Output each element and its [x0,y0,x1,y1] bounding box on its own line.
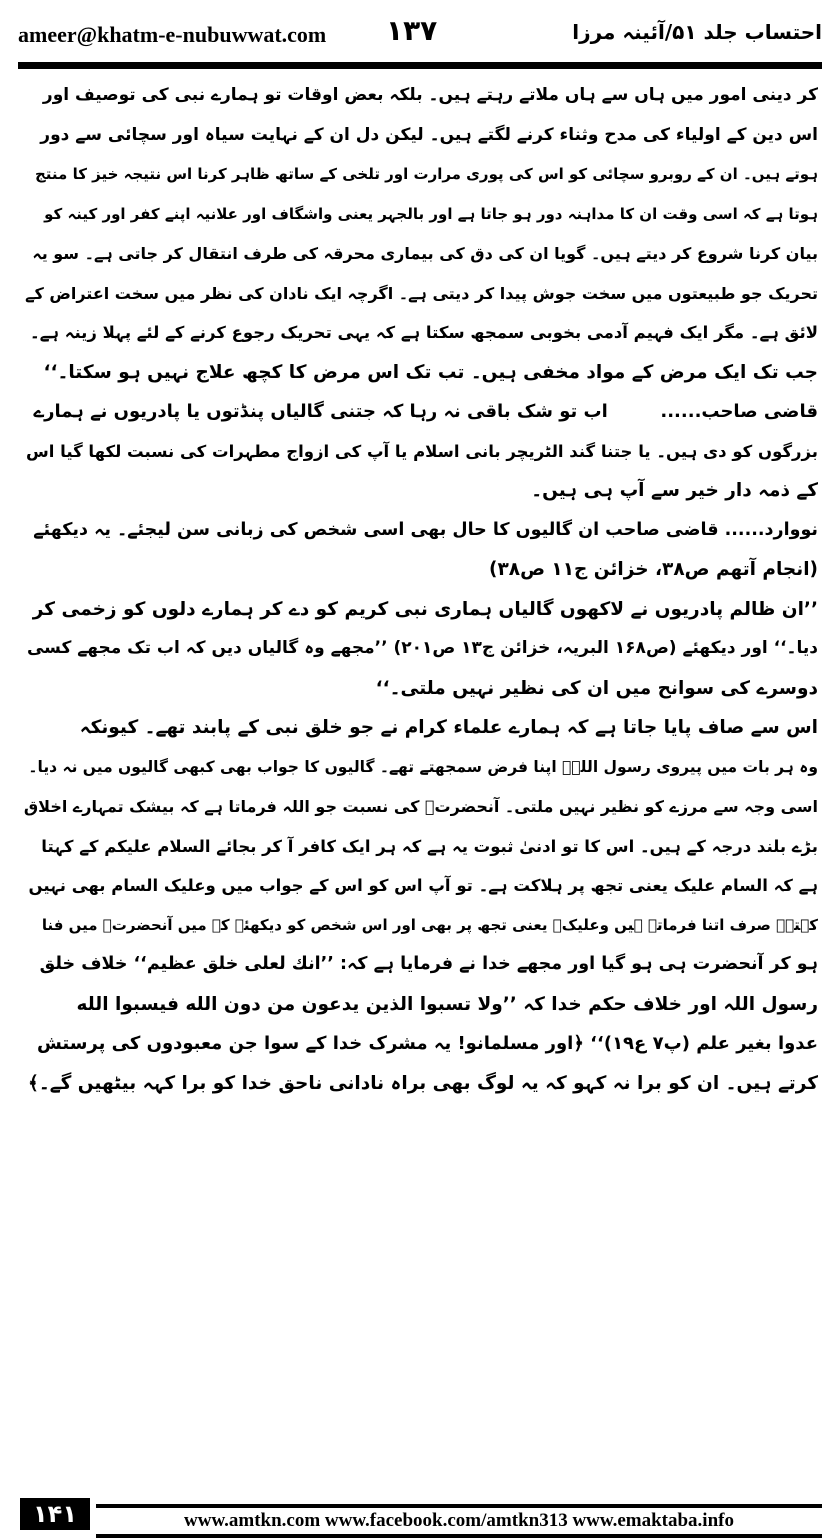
text-line: بزرگوں کو دی ہیں۔ یا جتنا گند الٹریچر بانی اسلام یا آپ کی ازواج مطہرات کی نسبت لکھا گیا اس [25,441,818,461]
page-header [18,14,822,54]
qazi-text: اب تو شک باقی نہ رہا کہ جتنی گالیاں پنڈتوں یا پادریوں نے ہمارے [33,401,608,422]
text-line: ہو کر آنحضرت ہی ہو گیا اور مجھے خدا نے فرمایا ہے کہ: ’’انك لعلی خلق عظیم‘‘ خلاف خلق [39,954,818,974]
text-line: ہوتے ہیں۔ ان کے روبرو سچائی کو اس کی پوری مرارت اور تلخی کے ساتھ ظاہر کرنا اس نتیجہ خیز کا منتج [35,165,818,183]
text-line: رسول اللہ اور خلاف حکم خدا کہ ’’ولا تسبوا الذین یدعون من دون الله فیسبوا الله [76,993,818,1015]
quote-line: دوسرے کی سوانح میں ان کی نظیر نہیں ملتی۔‘‘ [375,677,818,699]
text-line: جب تک ایک مرض کے مواد مخفی ہیں۔ تب تک اس مرض کا کچھ علاج نہیں ہو سکتا۔‘‘ [43,361,818,383]
text-line: اسی وجہ سے مرزے کو نظیر نہیں ملتی۔ آنحضرتؐ کی نسبت جو اللہ فرماتا ہے کہ بیشک تمہارے اخلاق [23,797,818,816]
header-page-number: ۱۳۷ [386,14,438,47]
text-line: کر دینی امور میں ہاں سے ہاں ملاتے رہتے ہیں۔ بلکہ بعض اوقات تو ہمارے نبی کی توصیف اور [42,85,818,105]
text-line: ہوتا ہے کہ اسی وقت ان کا مداہنہ دور ہو جاتا ہے اور بالجہر یعنی واشگاف اور علانیہ اپنے کفر اور کینہ کو [44,204,818,223]
header-divider [18,62,822,69]
text-line: بڑے بلند درجہ کے ہیں۔ اس کا تو ادنیٰ ثبوت یہ ہے کہ ہر ایک کافر آ کر بجائے السلام علیکم کے کہتا [41,836,818,856]
speaker-nowarid: نووارد...... [724,519,818,540]
text-line: کے ذمہ دار خیر سے آپ ہی ہیں۔ [531,480,818,501]
text-line: کرتے ہیں۔ ان کو برا نہ کہو کہ یہ لوگ بھی براہ نادانی ناحق خدا کو برا کہہ بیٹھیں گے۔﴾ [28,1072,818,1094]
text-line: وہ ہر بات میں پیروی رسول اللہؐ اپنا فرض سمجھتے تھے۔ گالیوں کا جواب بھی کبھی گالیوں میں نہ دیا۔ [28,757,818,776]
quote-line: ’’ان ظالم پادریوں نے لاکھوں گالیاں ہماری نبی کریم کو دے کر ہمارے دلوں کو زخمی کر [32,598,818,620]
header-email: ameer@khatm-e-nubuwwat.com [18,22,327,47]
text-line: ہے کہ السام علیک یعنی تجھ پر ہلاکت ہے۔ تو آپ اس کو اس کے جواب میں وعلیک السام بھی نہیں [28,876,818,895]
text-line: اس سے صاف پایا جاتا ہے کہ ہمارے علماء کرام نے جو خلق نبی کے پابند تھے۔ کیونکہ [79,717,818,738]
text-line: بیان کرنا شروع کر دیتے ہیں۔ گویا ان کی دق کی بیماری محرقہ کی طرف انتقال کر جاتی ہے۔ سو یہ [32,244,818,263]
dialogue-line-nowarid [22,511,818,551]
text-line: لائق ہے۔ مگر ایک فہیم آدمی بخوبی سمجھ سکتا ہے کہ یہی تحریک رجوع کرنے کے لئے پہلا زینہ ہے۔ [30,323,818,342]
article-body [22,76,818,1103]
reference-citation: (انجام آتھم ص۳۸، خزائن ج۱۱ ص۳۸) [489,559,818,580]
text-line: عدوا بغیر علم (پ۷ ع۱۹)‘‘ ﴿اور مسلمانو! یہ مشرک خدا کے سوا جن معبودوں کی پرستش [36,1033,818,1054]
quote-line: دیا۔‘‘ اور دیکھئے (ص۱۶۸ البریہ، خزائن ج۱۳ ص۲۰۱) ’’مجھے وہ گالیاں دیں کہ اب تک مجھے کسی [26,638,818,658]
footer-page-number: ۱۴۱ [20,1498,90,1530]
nowarid-text: قاضی صاحب ان گالیوں کا حال بھی اسی شخص کی زبانی سن لیجئے۔ یہ دیکھئے [33,519,719,540]
text-line: تحریک جو طبیعتوں میں سخت جوش پیدا کر دیتی ہے۔ اگرچہ ایک نادان کی نظر میں سخت اعتراض کے [25,283,818,303]
text-line: کہتے۔ صرف اتنا فرماتے ہیں وعلیک۔ یعنی تجھ پر بھی اور اس شخص کو دیکھئے کہ میں آنحضرتؐ میں فنا [41,915,818,934]
dialogue-line-qazi [22,392,818,432]
text-line: اس دین کے اولیاء کی مدح وثناء کرنے لگتے ہیں۔ لیکن دل ان کے نہایت سیاہ اور سچائی سے دور [40,124,818,145]
footer-links: www.amtkn.com www.facebook.com/amtkn313 www.emaktaba.info [96,1504,822,1538]
speaker-qazi: قاضی صاحب...... [660,401,818,422]
header-book-title: احتساب جلد ۵۱/آئینہ مرزا [572,20,822,44]
